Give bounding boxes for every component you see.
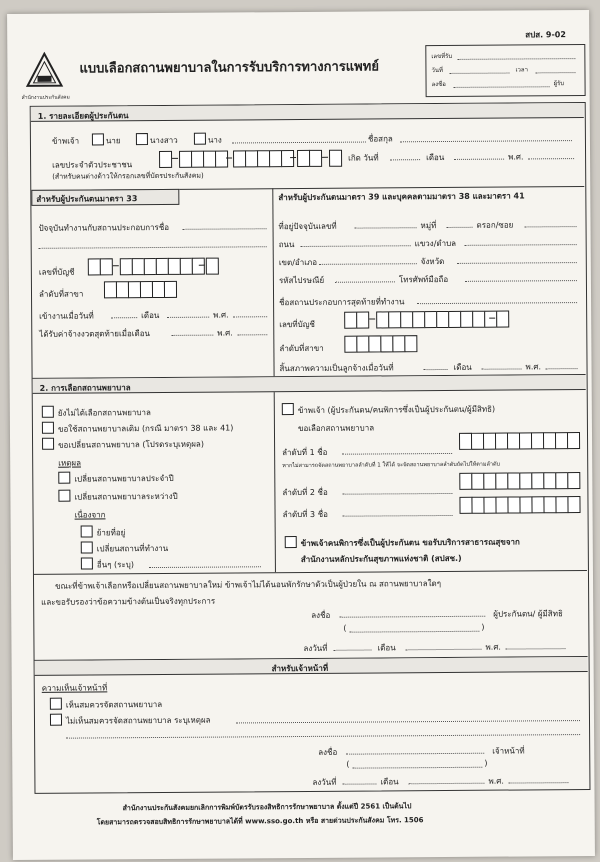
start-month-label: เดือน <box>141 310 160 321</box>
account33-digits-a[interactable] <box>89 258 113 273</box>
section1-title: 1. รายละเอียดผู้ประกันตน <box>37 111 129 121</box>
i-label: ข้าพเจ้า <box>51 136 80 146</box>
moo-label: หมู่ที่ <box>420 221 437 231</box>
receipt-receiver-label: ผู้รับ <box>553 80 565 88</box>
disabled-label-1: ข้าพเจ้าคนพิการซึ่งเป็นผู้ประกันตน ขอรับบริการสาธารณสุขจาก <box>300 537 520 549</box>
disabled-checkbox[interactable] <box>285 536 297 548</box>
footer-line2: โดยสามารถตรวจสอบสิทธิการรักษาพยาบาลได้ที่ www.sso.go.th หรือ สายด่วนประกันสังคม โทร. 1506 <box>96 816 424 827</box>
postcode-label: รหัสไปรษณีย์ <box>278 275 325 286</box>
reason-label: เหตุผล <box>58 458 82 468</box>
id-digit-13[interactable] <box>330 150 342 165</box>
district-label: เขต/อำเภอ <box>278 257 318 268</box>
receipt-no-label: เลขที่รับ <box>431 52 453 61</box>
rank3-label: ลำดับที่ 3 ชื่อ <box>282 509 328 520</box>
declaration-month-label: เดือน <box>377 643 396 653</box>
end-be-label: พ.ศ. <box>525 362 541 372</box>
rank2-label: ลำดับที่ 2 ชื่อ <box>282 487 328 498</box>
section2-title: 2. การเลือกสถานพยาบาล <box>39 383 131 393</box>
declaration-be-label: พ.ศ. <box>485 642 501 652</box>
because-move-checkbox[interactable] <box>81 525 93 537</box>
start-label: เข้างานเมื่อวันที่ <box>39 311 94 321</box>
account39-digits-b[interactable] <box>377 311 497 327</box>
receipt-time-label: เวลา <box>515 66 528 74</box>
form-code: สปส. 9-02 <box>525 30 566 40</box>
road-label: ถนน <box>278 240 295 250</box>
mr-checkbox[interactable] <box>92 133 104 145</box>
branch33-label: ลำดับที่สาขา <box>38 289 84 299</box>
officer-label: เจ้าหน้าที่ <box>492 746 525 756</box>
soi-label: ตรอก/ซอย <box>476 220 514 230</box>
reject-checkbox[interactable] <box>50 714 62 726</box>
branch39-label: ลำดับที่สาขา <box>279 343 324 354</box>
born-day-field[interactable] <box>390 159 420 160</box>
form-page: สำนักงานประกันสังคม สปส. 9-02 แบบเลือกสถานพยาบาลในการรับบริการทางการแพทย์ เลขที่รับ วันที่ เวลา ลงชื่อ ผู้รับ 1. รายละเอียดผู้ประกันตน ข้าพเจ้า นาย นางสาว นาง ชื่อสกุล เลขประจำตัวประชาชน เกิด วันที่ เดือน พ.ศ. (สำหรับคนต่างด้าวให้กรอกเลขที่บัตรประกันสังคม) สำหรับผู้ประกันตนมาตรา 33 สำหรับผู้ประกันตนมาตรา 39 และบุคคลตามมาตรา 38 และมาตรา 41 ปัจจุบันทำงานกับสถานประกอบการชื่อ เลขที่บัญชี ลำดับที่สาขา เข้างานเมื่อวันที่ เดือน พ.ศ. ได้รับค่าจ้างงวดสุดท้ายเมื่อเดือน พ.ศ. ที่อยู่ปัจจุบันเลขที่ หมู่ที่ ตรอก/ซอย ถนน แขวง/ตำบล เขต/อำเภอ จังหวัด รหัสไปรษณีย์ โทรศัพท์มือถือ ชื่อสถานประกอบการสุดท้ายที่ทำงาน เลขที่บัญชี ลำดับที่สาขา สิ้นสภาพความเป็นลูกจ้างเมื่อวันที่ เดือน พ.ศ. 2. การเลือกสถานพยาบาล ยังไม่ได้เลือกสถานพยาบาล ขอใช้สถานพยาบาลเดิม (กรณี มาตรา 38 และ 41) ขอเปลี่ยนสถานพยาบาล (โปรดระบุเหตุผล) เหตุผล เปลี่ยนสถานพยาบาลประจำปี เปลี่ยนสถานพยาบาลระหว่างปี เนื่องจาก ย้ายที่อยู่ เปลี่ยนสถานที่ทำงาน อื่นๆ (ระบุ) ข้าพเจ้า (ผู้ประกันตน/คนพิการซึ่งเป็นผู้ประกันตน/ผู้มีสิทธิ) ขอเลือกสถานพยาบาล ลำดับที่ 1 ชื่อ หากไม่สามารถจัดสถานพยาบาลลำดับที่ 1 ให้ได้ จะจัดสถานพยาบาลลำดับถัดไปให้ตามลำดับ ลำดับที่ 2 ชื่อ ลำดับที่ 3 ชื่อ ข้าพเจ้าคนพิการซึ่งเป็นผู้ประกันตน ขอรับบริการสาธารณสุขจาก สำนักงานหลักประกันสุขภาพแห่งชาติ (สปสช.) ขณะที่ข้าพเจ้าเลือกหรือเปลี่ยนสถานพยาบาลใหม่ ข้าพเจ้าไม่ได้นอนพักรักษาตัวเป็นผู้ป่วยใน ณ สถานพยาบาลใดๆ และขอรับรองว่าข้อความข้างต้นเป็นจริงทุกประการ ลงชื่อ ผู้ประกันตน/ ผู้มีสิทธิ ( ) ลงวันที่ เดือน พ.ศ. สำหรับเจ้าหน้าที่ ความเห็นเจ้าหน้าที่ เห็นสมควรจัดสถานพยาบาล ไม่เห็นสมควรจัดสถานพยาบาล ระบุเหตุผล ลงชื่อ เจ้าหน้าที่ ( ) ลงวันที่ เดือน พ.ศ. สำนักงานประกันสังคมยกเลิกการพิมพ์บัตรรับรองสิทธิการรักษาพยาบาล ตั้งแต่ปี 2561 เป็นต้นไป โดยสามารถตรวจสอบสิทธิการรักษาพยาบาลได้ที่ www.sso.go.th หรือ สายด่วนประกันสังคม โทร. 1506 <box>7 10 595 860</box>
account39-digits-a[interactable] <box>345 312 369 327</box>
change-checkbox[interactable] <box>42 438 54 450</box>
moo-field[interactable] <box>447 227 473 228</box>
miss-checkbox[interactable] <box>136 133 148 145</box>
end-year-field[interactable] <box>546 368 578 369</box>
reject-label: ไม่เห็นสมควรจัดสถานพยาบาล ระบุเหตุผล <box>65 715 211 726</box>
declaration-signer-label: ผู้ประกันตน/ ผู้มีสิทธิ <box>493 609 563 619</box>
declaration-date-label: ลงวันที่ <box>303 643 328 653</box>
subdistrict-label: แขวง/ตำบล <box>414 238 457 249</box>
account33-digits-b[interactable] <box>121 258 205 274</box>
end-day-field[interactable] <box>424 369 448 370</box>
right-intro-checkbox[interactable] <box>282 403 294 415</box>
because-label: เนื่องจาก <box>74 510 106 520</box>
officer-date-label: ลงวันที่ <box>312 777 337 787</box>
account39-label: เลขที่บัญชี <box>279 319 315 330</box>
start-be-label: พ.ศ. <box>213 310 229 320</box>
reason-annual-label: เปลี่ยนสถานพยาบาลประจำปี <box>74 473 174 484</box>
province-label: จังหวัด <box>420 256 445 267</box>
because-other-checkbox[interactable] <box>81 557 93 569</box>
branch39-digits[interactable] <box>345 335 417 351</box>
last-wage-label: ได้รับค่าจ้างงวดสุดท้ายเมื่อเดือน <box>39 329 150 339</box>
start-day-field[interactable] <box>111 317 137 318</box>
last-employer-label: ชื่อสถานประกอบการสุดท้ายที่ทำงาน <box>279 297 405 308</box>
foreign-note: (สำหรับคนต่างด้าวให้กรอกเลขที่บัตรประกันสังคม) <box>52 171 204 181</box>
miss-label: นางสาว <box>149 135 178 146</box>
id-digits-11-12[interactable] <box>298 150 322 165</box>
receipt-sign-label: ลงชื่อ <box>431 80 446 89</box>
last-wage-be-label: พ.ศ. <box>217 328 233 338</box>
rank1-label: ลำดับที่ 1 ชื่อ <box>282 447 328 458</box>
rank2-code[interactable] <box>460 472 580 488</box>
employer-label: ปัจจุบันทำงานกับสถานประกอบการชื่อ <box>38 222 170 233</box>
account39-digit-c[interactable] <box>497 311 509 326</box>
reason-annual-checkbox[interactable] <box>58 472 70 484</box>
phone-label: โทรศัพท์มือถือ <box>398 274 449 285</box>
logo-caption: สำนักงานประกันสังคม <box>21 94 70 101</box>
footer-line1: สำนักงานประกันสังคมยกเลิกการพิมพ์บัตรรับรองสิทธิการรักษาพยาบาล ตั้งแต่ปี 2561 เป็นต้นไป <box>122 802 412 813</box>
change-label: ขอเปลี่ยนสถานพยาบาล (โปรดระบุเหตุผล) <box>58 439 204 450</box>
branch33-digits[interactable] <box>105 281 177 297</box>
receipt-date-label: วันที่ <box>431 67 443 75</box>
disabled-label-2: สำนักงานหลักประกันสุขภาพแห่งชาติ (สปสช.) <box>300 553 462 565</box>
not-selected-label: ยังไม่ได้เลือกสถานพยาบาล <box>57 408 151 418</box>
not-selected-checkbox[interactable] <box>42 406 54 418</box>
account33-digit-c[interactable] <box>207 258 219 273</box>
rank3-code[interactable] <box>460 496 580 512</box>
mr-label: นาย <box>105 136 121 146</box>
account33-label: เลขที่บัญชี <box>38 267 75 277</box>
surname-label: ชื่อสกุล <box>367 134 393 144</box>
rank-note: หากไม่สามารถจัดสถานพยาบาลลำดับที่ 1 ให้ได้ จะจัดสถานพยาบาลลำดับถัดไปให้ตามลำดับ <box>282 461 501 470</box>
declaration-line1: ขณะที่ข้าพเจ้าเลือกหรือเปลี่ยนสถานพยาบาลใหม่ ข้าพเจ้าไม่ได้นอนพักรักษาตัวเป็นผู้ป่วยใน ณ สถานพยาบาลใดๆ <box>55 579 442 591</box>
section33-title: สำหรับผู้ประกันตนมาตรา 33 <box>36 194 138 204</box>
id-label: เลขประจำตัวประชาชน <box>52 160 133 170</box>
born-month-label: เดือน <box>426 152 445 163</box>
keep-label: ขอใช้สถานพยาบาลเดิม (กรณี มาตรา 38 และ 41) <box>57 423 234 434</box>
reason-midyear-checkbox[interactable] <box>58 490 70 502</box>
declaration-sign-label: ลงชื่อ <box>311 610 331 620</box>
born-be-label: พ.ศ. <box>508 152 524 162</box>
because-work-checkbox[interactable] <box>81 541 93 553</box>
mrs-label: นาง <box>207 135 222 145</box>
reason-midyear-label: เปลี่ยนสถานพยาบาลระหว่างปี <box>74 491 178 502</box>
sso-logo-icon <box>25 52 63 92</box>
because-work-label: เปลี่ยนสถานที่ทำงาน <box>96 543 169 554</box>
right-intro-label: ข้าพเจ้า (ผู้ประกันตน/คนพิการซึ่งเป็นผู้ประกันตน/ผู้มีสิทธิ) <box>297 404 496 416</box>
born-label: เกิด วันที่ <box>348 153 379 163</box>
rank1-code[interactable] <box>460 432 580 448</box>
declaration-line2: และขอรับรองว่าข้อความข้างต้นเป็นจริงทุกประการ <box>41 596 216 607</box>
approve-checkbox[interactable] <box>50 698 62 710</box>
officer-month-label: เดือน <box>380 777 399 787</box>
page-title: แบบเลือกสถานพยาบาลในการรับบริการทางการแพทย์ <box>79 59 379 77</box>
officer-title: สำหรับเจ้าหน้าที่ <box>271 663 329 674</box>
section39-title: สำหรับผู้ประกันตนมาตรา 39 และบุคคลตามมาตรา 38 และมาตรา 41 <box>278 191 525 203</box>
because-other-label: อื่นๆ (ระบุ) <box>96 560 134 570</box>
approve-label: เห็นสมควรจัดสถานพยาบาล <box>65 699 163 710</box>
officer-opinion-label: ความเห็นเจ้าหน้าที่ <box>41 683 108 693</box>
officer-sign-label: ลงชื่อ <box>318 747 338 757</box>
officer-be-label: พ.ศ. <box>488 776 504 786</box>
mrs-checkbox[interactable] <box>194 133 206 145</box>
keep-checkbox[interactable] <box>42 422 54 434</box>
address-label: ที่อยู่ปัจจุบันเลขที่ <box>278 221 337 232</box>
right-choose-label: ขอเลือกสถานพยาบาล <box>297 423 375 434</box>
end-month-label: เดือน <box>453 362 472 372</box>
last-wage-year-field[interactable] <box>237 334 267 335</box>
because-move-label: ย้ายที่อยู่ <box>96 528 126 538</box>
id-digits-6-10[interactable] <box>234 150 294 165</box>
id-digits-2-5[interactable] <box>180 151 228 166</box>
end-label: สิ้นสภาพความเป็นลูกจ้างเมื่อวันที่ <box>279 363 394 374</box>
id-digit-1[interactable] <box>160 151 172 166</box>
